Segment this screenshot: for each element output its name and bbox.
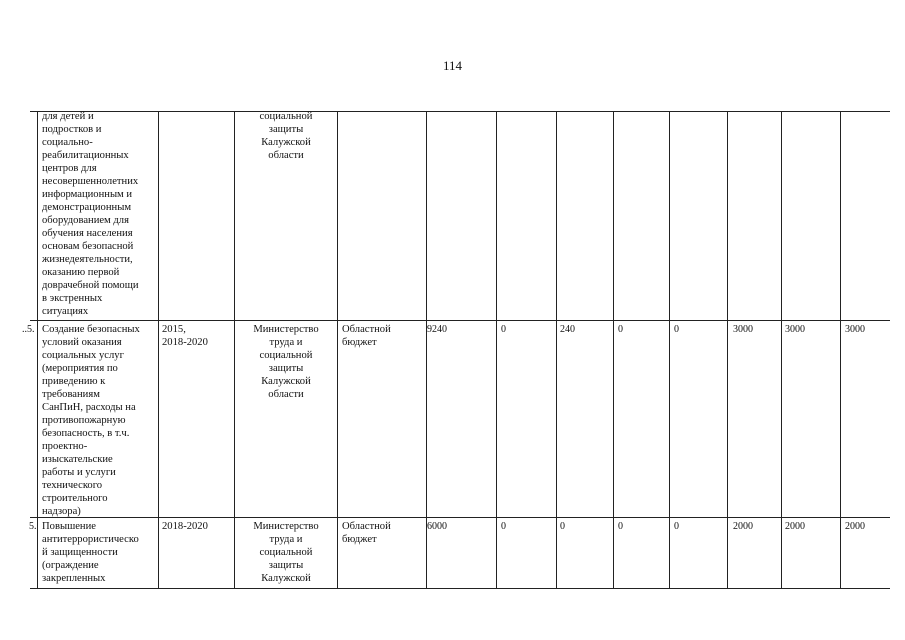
value-year: 2000 [785,521,805,532]
page-number: 114 [442,58,463,73]
activity-cell: Повышение антитеррористическо й защищенности (ограждение закрепленных [42,521,139,584]
value-year: 0 [674,521,679,532]
value-year: 0 [501,324,506,335]
period-cell: 2015, 2018-2020 [162,324,208,348]
value-total: 6000 [427,521,447,532]
column-divider [669,111,670,589]
row-index: ..5. [22,324,35,335]
value-year: 3000 [785,324,805,335]
row-divider-1 [30,320,890,321]
value-year: 0 [618,324,623,335]
column-divider [556,111,557,589]
column-divider [727,111,728,589]
value-year: 2000 [733,521,753,532]
value-year: 0 [501,521,506,532]
executor-cell: социальной защиты Калужской области [259,111,313,161]
column-divider [37,111,38,589]
row-divider-2 [30,517,890,518]
column-divider [158,111,159,589]
value-year: 3000 [845,324,865,335]
value-year: 0 [674,324,679,335]
row-index: 5. [29,521,37,532]
source-cell: Областной бюджет [342,521,391,545]
column-divider [337,111,338,589]
executor-cell: Министерство труда и социальной защиты Калужской [253,521,319,584]
column-divider [426,111,427,589]
activity-cell: Создание безопасных условий оказания социальных услуг (мероприятия по приведению к требованиям СанПиН, расходы на противопожарную безопасность, в т.ч. проектно- изыскательские работы и услуги технического строительного надзора) [42,324,140,517]
value-year: 0 [618,521,623,532]
column-divider [613,111,614,589]
activity-cell: для детей и подростков и социально- реабилитационных центров для несовершеннолетних информационным и демонстрационным оборудованием для обучения населения основам безопасной жизнедеятельности, оказанию первой доврачебной помощи в экстренных ситуациях [42,111,139,317]
column-divider [781,111,782,589]
column-divider [840,111,841,589]
period-cell: 2018-2020 [162,521,208,532]
executor-cell: Министерство труда и социальной защиты Калужской области [253,324,319,400]
value-year: 0 [560,521,565,532]
table-top-border [30,111,890,112]
value-year: 3000 [733,324,753,335]
value-year: 2000 [845,521,865,532]
source-cell: Областной бюджет [342,324,391,348]
column-divider [496,111,497,589]
value-total: 9240 [427,324,447,335]
table-bottom-border [30,588,890,589]
value-year: 240 [560,324,575,335]
